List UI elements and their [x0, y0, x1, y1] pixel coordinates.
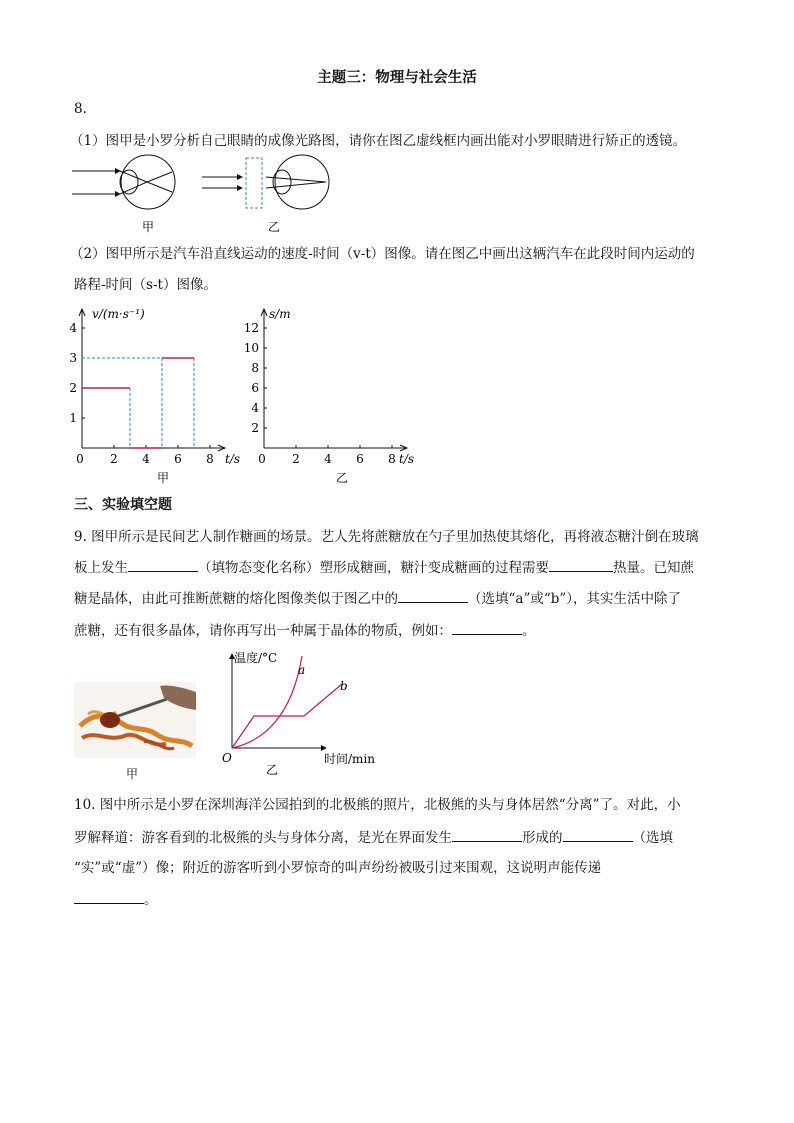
st-ytick-label: 12	[243, 321, 259, 335]
eye-diagram-yi	[202, 155, 329, 209]
vt-xtick-label: 8	[206, 452, 214, 466]
st-ytick-label: 2	[251, 421, 259, 435]
q8-part2-line1: （2）图甲所示是汽车沿直线运动的速度-时间（v-t）图像。请在图乙中画出这辆汽车在此段时间内运动的	[70, 246, 695, 262]
vt-xtick-label: 4	[142, 452, 150, 466]
q9-line2-a: 板上发生	[74, 560, 128, 576]
q9-line2-b: （填物态变化名称）塑形成糖画，糖汁变成糖画的过程需要	[198, 560, 549, 576]
vt-ytick-label: 4	[69, 321, 77, 335]
vt-ylabel: v/(m·s⁻¹)	[92, 307, 145, 321]
answer-blank-curve[interactable]	[398, 588, 468, 603]
answer-blank-sound-transmits[interactable]	[74, 889, 144, 904]
vt-ytick-label: 3	[69, 351, 77, 365]
answer-blank-light-phenomenon[interactable]	[452, 827, 522, 842]
answer-blank-crystal-example[interactable]	[452, 620, 522, 635]
temperature-time-graph	[214, 646, 390, 778]
eye-diagram-jia	[72, 155, 175, 209]
curve-a	[232, 656, 302, 748]
vt-xtick-label: 0	[76, 452, 84, 466]
st-xtick-label: 0	[258, 452, 266, 466]
q10-line2-c: （选填	[632, 830, 673, 846]
st-xtick-label: 8	[388, 452, 396, 466]
vt-ytick-label: 1	[69, 411, 77, 425]
st-xlabel: t/s	[399, 452, 415, 466]
st-xtick-label: 6	[356, 452, 364, 466]
q9-line1: 9. 图甲所示是民间艺人制作糖画的场景。艺人先将蔗糖放在勺子里加热使其熔化，再将液态糖汁倒在玻璃	[74, 529, 699, 545]
q9-line3-a: 糖是晶体，由此可推断蔗糖的熔化图像类似于图乙中的	[74, 591, 398, 607]
q10-line3: “实”或“虚”）像；附近的游客听到小罗惊奇的叫声纷纷被吸引过来围观，这说明声能传递	[74, 860, 602, 876]
st-ytick-label: 4	[251, 401, 259, 415]
q10-line1: 10. 图中所示是小罗在深圳海洋公园拍到的北极熊的照片，北极熊的头与身体居然“分离”了。对此，小	[74, 797, 681, 813]
lens-dashed-box[interactable]	[246, 158, 262, 208]
st-xtick-label: 2	[292, 452, 300, 466]
st-graph	[242, 302, 428, 492]
q9-line3	[74, 588, 681, 609]
eye-caption-jia: 甲	[141, 220, 155, 234]
q9-line2	[74, 557, 694, 578]
eye-caption-yi: 乙	[267, 220, 281, 234]
vt-xtick-label: 6	[174, 452, 182, 466]
q10-line2	[74, 827, 673, 848]
st-ylabel: s/m	[269, 307, 291, 321]
answer-blank-heat[interactable]	[549, 557, 613, 572]
st-ytick-label: 8	[251, 361, 259, 375]
st-ytick-label: 10	[243, 341, 259, 355]
answer-blank-phase-change[interactable]	[128, 557, 198, 572]
photo-caption: 甲	[126, 767, 139, 781]
page-title: 主题三：物理与社会生活	[317, 69, 477, 86]
curve-b-label: b	[340, 679, 348, 693]
st-ytick-label: 6	[251, 381, 259, 395]
st-caption: 乙	[335, 471, 349, 485]
vt-caption: 甲	[156, 471, 170, 485]
section-heading: 三、实验填空题	[74, 497, 172, 513]
vt-xlabel: t/s	[225, 452, 241, 466]
q8-part1-text: （1）图甲是小罗分析自己眼睛的成像光路图，请你在图乙虚线框内画出能对小罗眼睛进行矫正的透镜。	[70, 133, 687, 149]
q8-part2-line2: 路程-时间（s-t）图像。	[74, 277, 217, 293]
vt-xtick-label: 2	[110, 452, 118, 466]
temp-graph-caption: 乙	[265, 763, 279, 777]
q9-line4-b: 。	[522, 623, 536, 639]
origin-label: O	[222, 751, 232, 765]
vt-graph	[60, 302, 246, 492]
sugar-painting-photo	[74, 682, 196, 758]
curve-a-label: a	[298, 663, 306, 677]
eye-diagrams	[66, 152, 366, 236]
q9-line3-b: （选填“a”或“b”），其实生活中除了	[468, 591, 682, 607]
q10-line4-end: 。	[144, 892, 158, 908]
temp-ylabel: 温度/°C	[234, 651, 278, 665]
st-xtick-label: 4	[324, 452, 332, 466]
q8-number: 8.	[74, 101, 87, 117]
q9-line4	[74, 620, 536, 641]
q10-line4	[74, 889, 158, 910]
answer-blank-image-type[interactable]	[563, 827, 633, 842]
vt-ytick-label: 2	[69, 381, 77, 395]
q9-line4-a: 蔗糖，还有很多晶体，请你再写出一种属于晶体的物质，例如：	[74, 623, 452, 639]
q9-line2-c: 热量。已知蔗	[613, 560, 694, 576]
q10-line2-b: 形成的	[522, 830, 563, 846]
temp-xlabel: 时间/min	[324, 752, 375, 766]
curve-b	[232, 684, 342, 748]
q10-line2-a: 罗解释道：游客看到的北极熊的头与身体分离，是光在界面发生	[74, 830, 452, 846]
